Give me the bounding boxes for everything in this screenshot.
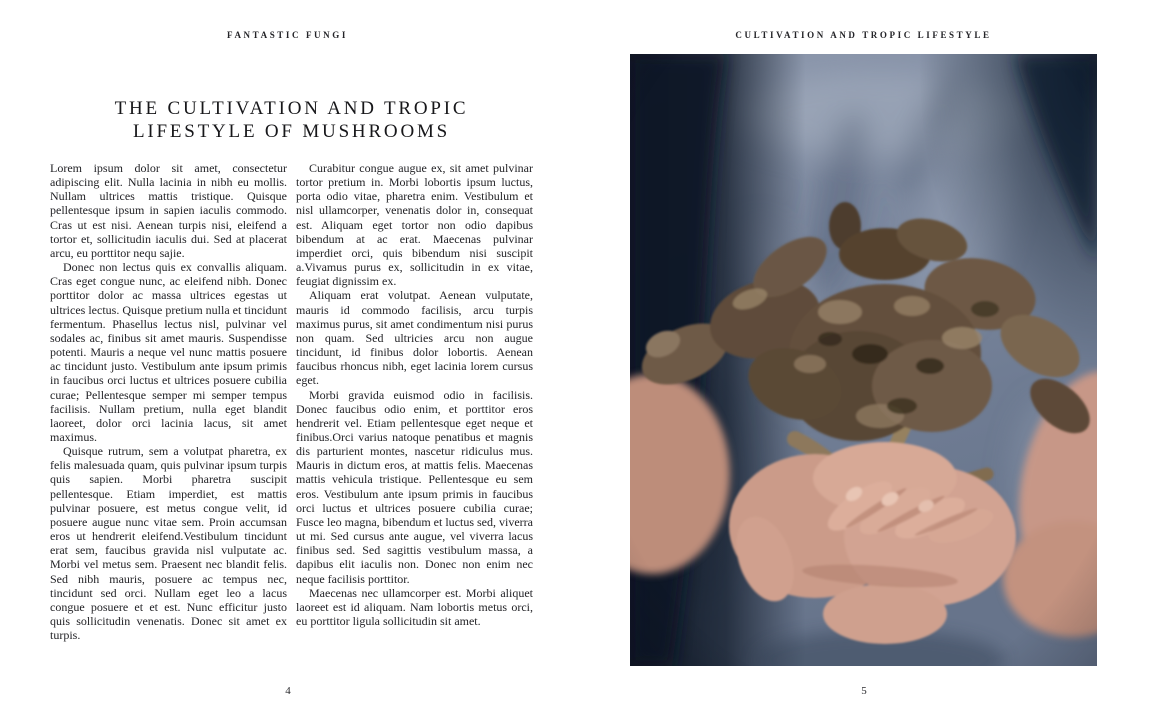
- text-column-left: [50, 161, 287, 642]
- text-column-right: [296, 161, 533, 642]
- running-head-right: CULTIVATION AND TROPIC LIFESTYLE: [735, 30, 992, 40]
- body-paragraph: Maecenas nec ullamcorper est. Morbi aliquet laoreet est id aliquam. Nam lobortis metus orci, eu porttitor ligula sollicitudin sit amet.: [296, 585, 533, 628]
- body-paragraph: Quisque rutrum, sem a volutpat pharetra, ex felis malesuada quam, quis pulvinar ipsum turpis quis sapien. Morbi pharetra suscipit pellentesque. Etiam imperdiet, est mattis pulvinar posuere, est metus congue velit, id posuere augue nunc vitae sem. Proin accumsan eros ut hendrerit eleifend.Vestibulum tincidunt erat sem, faucibus gravida nisl vulputate ac. Morbi vel metus sem. Praesent nec blandit felis. Sed nibh mauris, posuere ac tempus nec, tincidunt sed orci. Nullam eget leo a lacus congue posuere et et est. Nunc efficitur justo quis sollicitudin venenatis. Donec sit amet ex turpis.: [50, 444, 287, 643]
- chapter-title-line1: THE CULTIVATION AND TROPIC: [114, 98, 469, 119]
- right-page: [576, 0, 1152, 720]
- photo-illustration: [630, 54, 1097, 666]
- page-number-right: 5: [861, 685, 867, 697]
- body-paragraph: Aliquam erat volutpat. Aenean vulputate, mauris id commodo facilisis, arcu turpis maximus purus, sit amet condimentum nisi purus non quam. Sed ultricies arcu non augue tincidunt, id finibus dolor lobortis. Aenean faucibus rhoncus nibh, eget lacinia lorem cursus eget.: [296, 288, 533, 388]
- body-paragraph: Donec non lectus quis ex convallis aliquam. Cras eget congue nunc, ac eleifend nibh. Donec porttitor dolor ac massa ultrices egestas ut ultrices lectus. Quisque pretium nulla et tincidunt fermentum. Phasellus lectus nisl, pulvinar vel sodales ac, finibus sit amet mauris. Suspendisse potenti. Mauris a neque vel nunc mattis posuere ac tincidunt justo. Vestibulum ante ipsum primis in faucibus orci luctus et ultrices posuere cubilia curae; Pellentesque semper mi semper tempus facilisis. Nullam pretium, nulla eget blandit laoreet, dolor orci lacinia lacus, sit amet maximus.: [50, 260, 287, 444]
- page-number-left: 4: [285, 685, 291, 697]
- chapter-title-line2: LIFESTYLE OF MUSHROOMS: [132, 121, 451, 142]
- body-text-block: [50, 161, 533, 642]
- running-head-left: FANTASTIC FUNGI: [227, 30, 348, 40]
- photo-mushroom-hands: [630, 54, 1097, 666]
- chapter-title: [46, 97, 537, 143]
- body-paragraph: Morbi gravida euismod odio in facilisis. Donec faucibus odio enim, et porttitor eros hendrerit vel. Etiam pellentesque eget neque et finibus.Orci varius natoque penatibus et magnis dis parturient montes, nascetur ridiculus mus. Mauris in dictum eros, at mattis felis. Maecenas mattis vehicula tristique. Pellentesque eu sem eros. Vestibulum ante ipsum primis in faucibus orci luctus et ultrices posuere cubilia curae; Fusce leo magna, bibendum et luctus sed, viverra ut mi. Sed cursus ante augue, vel viverra lacus finibus sed. Sed sagittis vestibulum massa, a dapibus elit iaculis non. Donec non enim nec neque facilisis porttitor.: [296, 387, 533, 586]
- photo-vignette: [630, 54, 1097, 666]
- body-paragraph: Curabitur congue augue ex, sit amet pulvinar tortor pretium in. Morbi lobortis ipsum luctus, porta odio vitae, pharetra enim. Vestibulum et nisl ullamcorper, venenatis dolor in, consequat est. Aliquam eget tortor non odio dapibus bibendum at ac erat. Maecenas pulvinar imperdiet orci, quis bibendum nisi suscipit a.Vivamus purus ex, sollicitudin in ex vitae, feugiat dignissim ex.: [296, 161, 533, 289]
- body-paragraph: Lorem ipsum dolor sit amet, consectetur adipiscing elit. Nulla lacinia in nibh eu mollis. Nullam ultrices mattis tristique. Quisque pellentesque ipsum in sapien iaculis commodo. Cras ut est nisi. Aenean turpis nisi, eleifend a tortor et, sollicitudin iaculis dui. Sed at placerat arcu, eu porttitor nequ sajie.: [50, 161, 287, 260]
